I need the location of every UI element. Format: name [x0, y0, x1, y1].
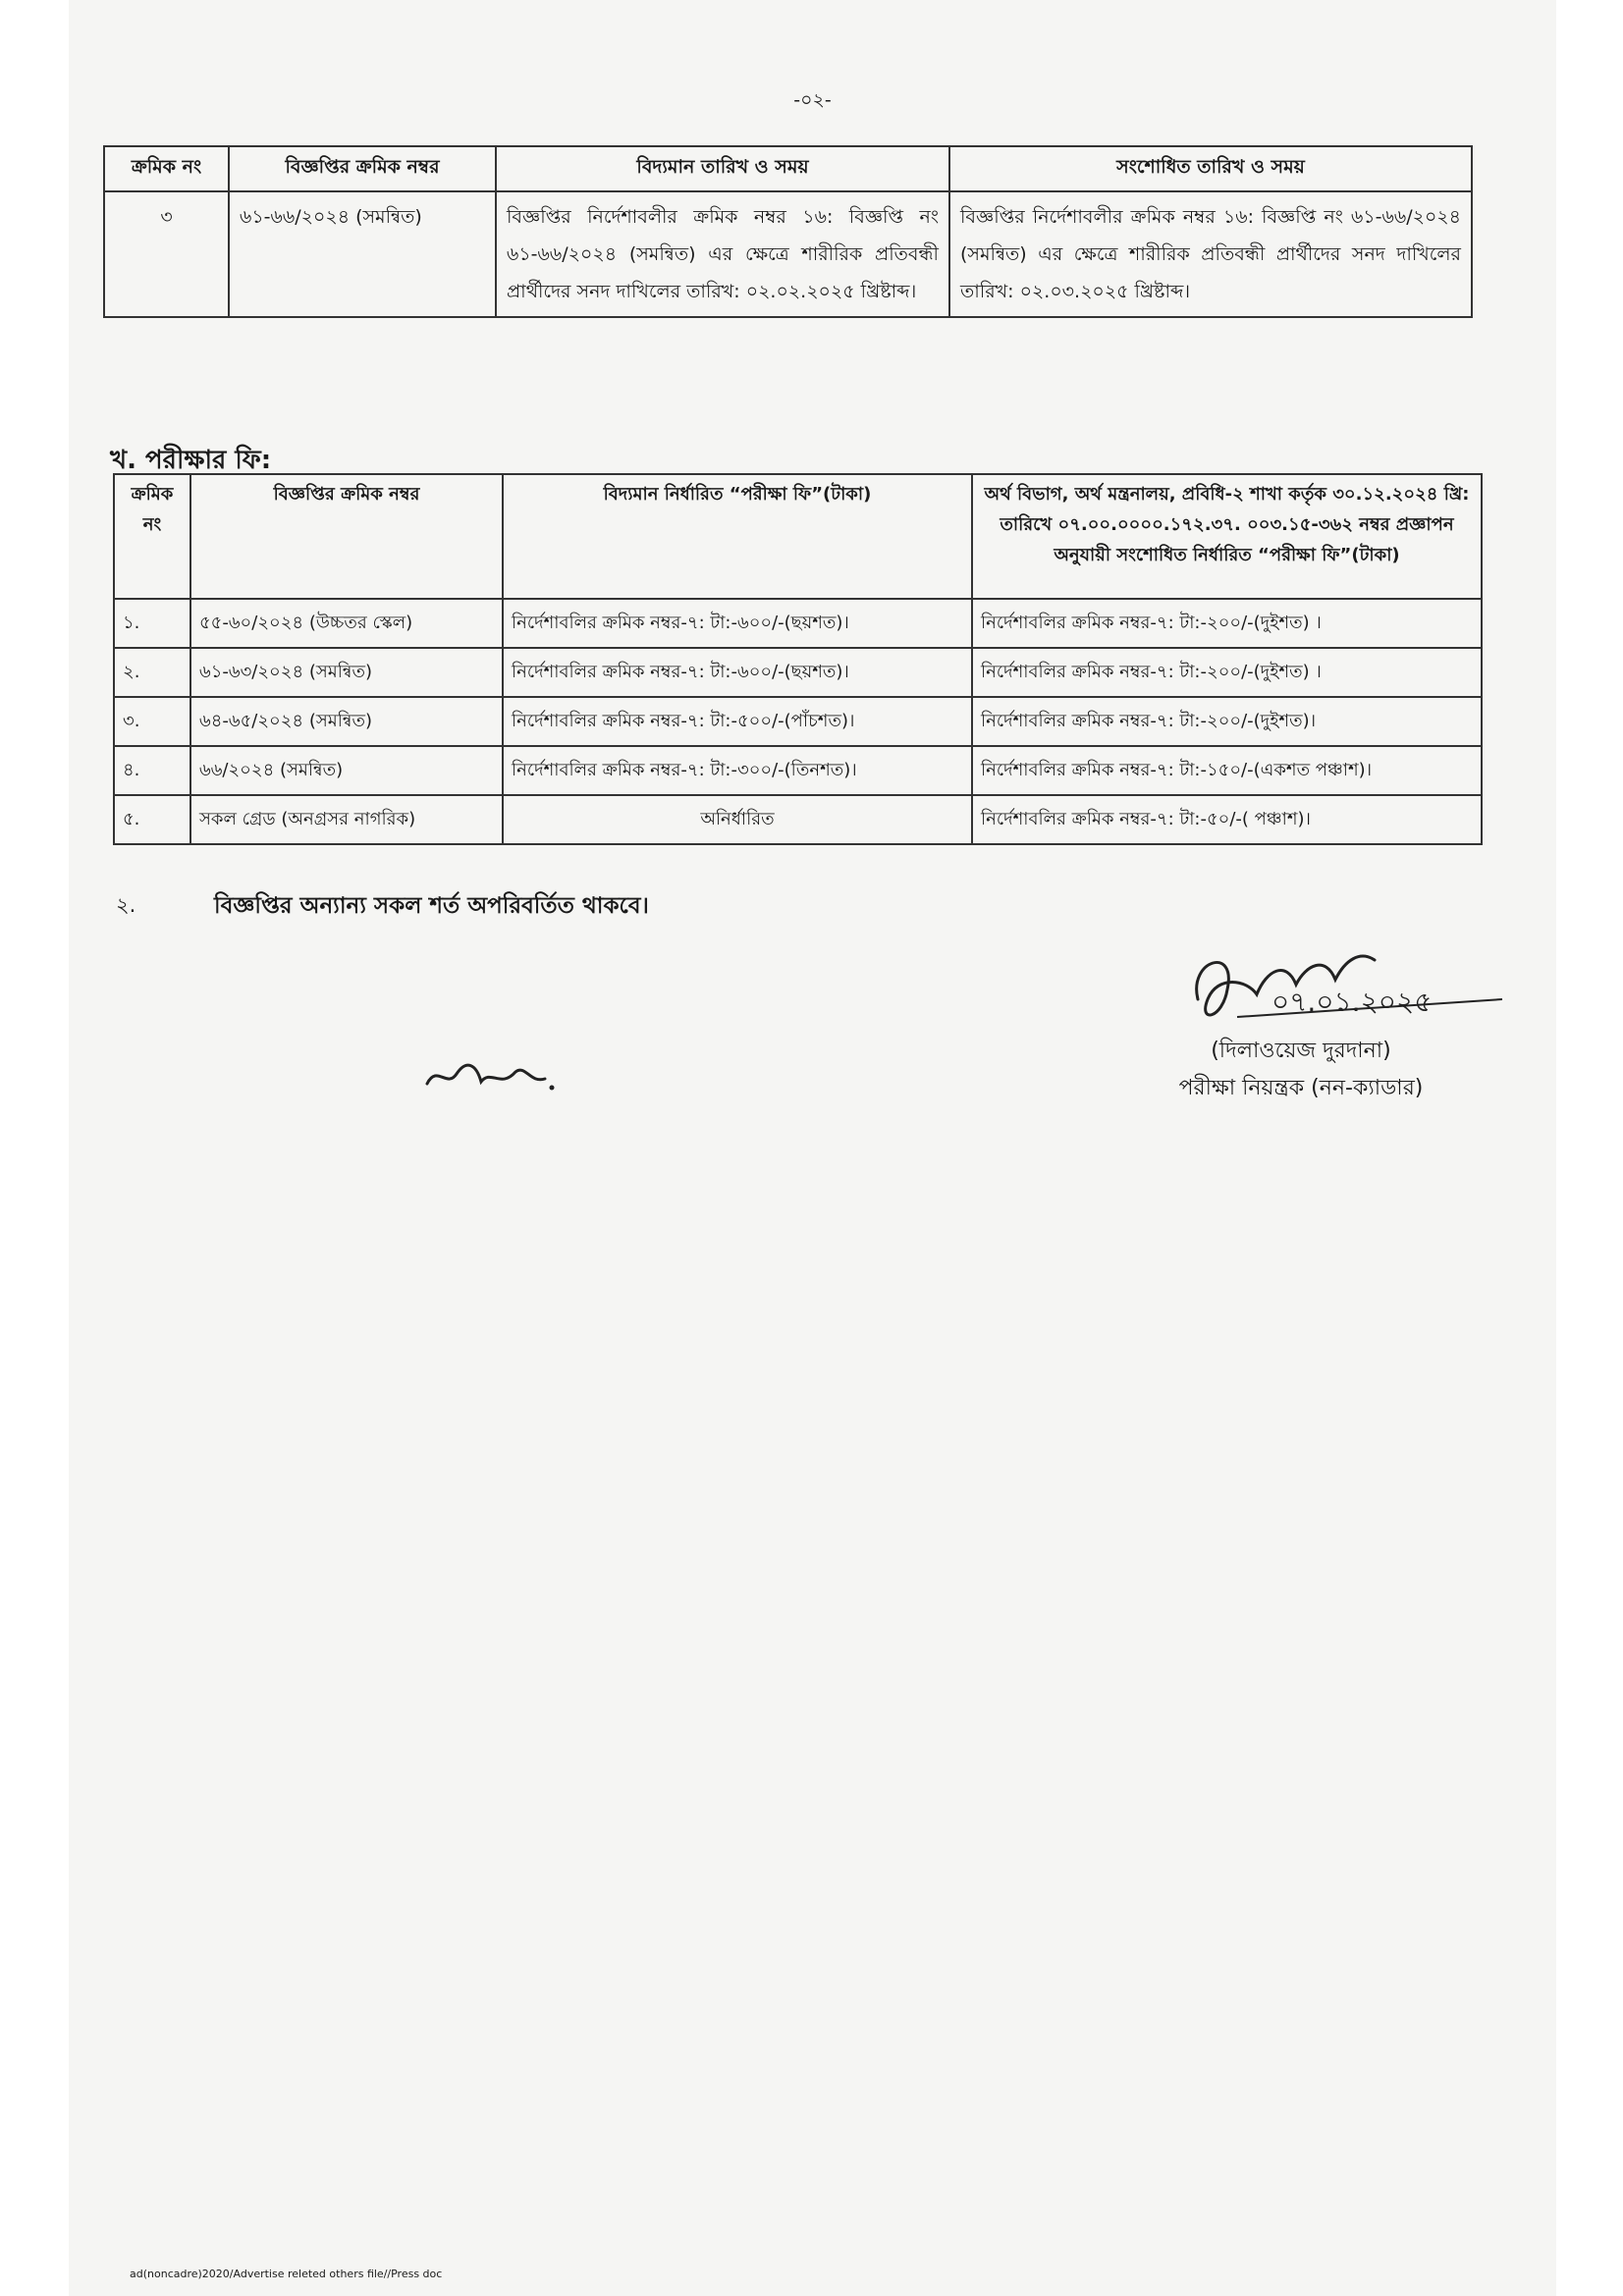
- table-row: [114, 697, 1482, 746]
- table-row: [114, 648, 1482, 697]
- note-text: বিজ্ঞপ্তির অন্যান্য সকল শর্ত অপরিবর্তিত থাকবে।: [214, 893, 649, 919]
- cell-revised-fee: নির্দেশাবলির ক্রমিক নম্বর-৭: টা:-৫০/-( পঞ্চাশ)।: [972, 795, 1482, 844]
- table-row: [114, 746, 1482, 795]
- col-serial-header: ক্রমিক নং: [104, 146, 229, 191]
- col-existing-fee-header: বিদ্যমান নির্ধারিত “পরীক্ষা ফি”(টাকা): [503, 474, 972, 599]
- cell-existing-fee: নির্দেশাবলির ক্রমিক নম্বর-৭: টা:-৫০০/-(পাঁচশত)।: [503, 697, 972, 746]
- cell-notice: ৬৬/২০২৪ (সমন্বিত): [190, 746, 503, 795]
- table-header-row: [104, 146, 1472, 191]
- col-notice-header: বিজ্ঞপ্তির ক্রমিক নম্বর: [229, 146, 496, 191]
- cell-existing-fee: নির্দেশাবলির ক্রমিক নম্বর-৭: টা:-৩০০/-(তিনশত)।: [503, 746, 972, 795]
- page-number: -০২-: [793, 89, 832, 111]
- table-row: [114, 599, 1482, 648]
- cell-serial: ৩.: [114, 697, 190, 746]
- signature-date: ০৭.০১.২০২৫: [1271, 986, 1433, 1018]
- cell-revised-fee: নির্দেশাবলির ক্রমিক নম্বর-৭: টা:-২০০/-(দুইশত)।: [972, 697, 1482, 746]
- note-number: ২.: [116, 893, 136, 917]
- signatory-name: (দিলাওয়েজ দুরদানা): [1211, 1039, 1391, 1063]
- col-revised-fee-header: অর্থ বিভাগ, অর্থ মন্ত্রনালয়, প্রবিধি-২ শাখা কর্তৃক ৩০.১২.২০২৪ খ্রি: তারিখে ০৭.০০.০০০০.১৭২.৩৭. ০০৩.১৫-৩৬২ নম্বর প্রজ্ঞাপন অনুযায়ী সংশোধিত নির্ধারিত “পরীক্ষা ফি”(টাকা): [972, 474, 1482, 599]
- col-serial-header: ক্রমিক নং: [114, 474, 190, 599]
- cell-notice: ৫৫-৬০/২০২৪ (উচ্চতর স্কেল): [190, 599, 503, 648]
- cell-notice: ৬৪-৬৫/২০২৪ (সমন্বিত): [190, 697, 503, 746]
- cell-notice: ৬১-৬৬/২০২৪ (সমন্বিত): [229, 191, 496, 317]
- cell-serial: ২.: [114, 648, 190, 697]
- cell-serial: ৫.: [114, 795, 190, 844]
- cell-existing-fee: নির্দেশাবলির ক্রমিক নম্বর-৭: টা:-৬০০/-(ছয়শত)।: [503, 599, 972, 648]
- cell-revised-fee: নির্দেশাবলির ক্রমিক নম্বর-৭: টা:-২০০/-(দুইশত) ।: [972, 648, 1482, 697]
- cell-serial: ১.: [114, 599, 190, 648]
- table-row: [114, 795, 1482, 844]
- col-revised-header: সংশোধিত তারিখ ও সময়: [949, 146, 1472, 191]
- cell-revised-fee: নির্দেশাবলির ক্রমিক নম্বর-৭: টা:-২০০/-(দুইশত) ।: [972, 599, 1482, 648]
- cell-existing: বিজ্ঞপ্তির নির্দেশাবলীর ক্রমিক নম্বর ১৬: বিজ্ঞপ্তি নং ৬১-৬৬/২০২৪ (সমন্বিত) এর ক্ষেত্রে শারীরিক প্রতিবন্ধী প্রার্থীদের সনদ দাখিলের তারিখ: ০২.০২.২০২৫ খ্রিষ্টাব্দ।: [496, 191, 949, 317]
- signatory-designation: পরীক্ষা নিয়ন্ত্রক (নন-ক্যাডার): [1178, 1076, 1424, 1100]
- controller-signature: [1178, 940, 1512, 1034]
- date-revision-table: [103, 145, 1473, 318]
- cell-notice: সকল গ্রেড (অনগ্রসর নাগরিক): [190, 795, 503, 844]
- col-existing-header: বিদ্যমান তারিখ ও সময়: [496, 146, 949, 191]
- signatory-block: [1154, 1033, 1448, 1107]
- document-sheet: [69, 0, 1556, 2296]
- exam-fee-table: [113, 473, 1483, 845]
- cell-serial: ৪.: [114, 746, 190, 795]
- table-row: [104, 191, 1472, 317]
- initial-signature: [422, 1044, 560, 1103]
- table-header-row: [114, 474, 1482, 599]
- footer-file-path: ad(noncadre)2020/Advertise releted others file//Press doc: [130, 2268, 443, 2280]
- cell-notice: ৬১-৬৩/২০২৪ (সমন্বিত): [190, 648, 503, 697]
- section-heading-exam-fee: খ. পরীক্ষার ফি:: [110, 446, 272, 475]
- cell-existing-fee: অনির্ধারিত: [503, 795, 972, 844]
- cell-existing-fee: নির্দেশাবলির ক্রমিক নম্বর-৭: টা:-৬০০/-(ছয়শত)।: [503, 648, 972, 697]
- cell-revised-fee: নির্দেশাবলির ক্রমিক নম্বর-৭: টা:-১৫০/-(একশত পঞ্চাশ)।: [972, 746, 1482, 795]
- cell-revised: বিজ্ঞপ্তির নির্দেশাবলীর ক্রমিক নম্বর ১৬: বিজ্ঞপ্তি নং ৬১-৬৬/২০২৪ (সমন্বিত) এর ক্ষেত্রে শারীরিক প্রতিবন্ধী প্রার্থীদের সনদ দাখিলের তারিখ: ০২.০৩.২০২৫ খ্রিষ্টাব্দ।: [949, 191, 1472, 317]
- cell-serial: ৩: [104, 191, 229, 317]
- col-notice-header: বিজ্ঞপ্তির ক্রমিক নম্বর: [190, 474, 503, 599]
